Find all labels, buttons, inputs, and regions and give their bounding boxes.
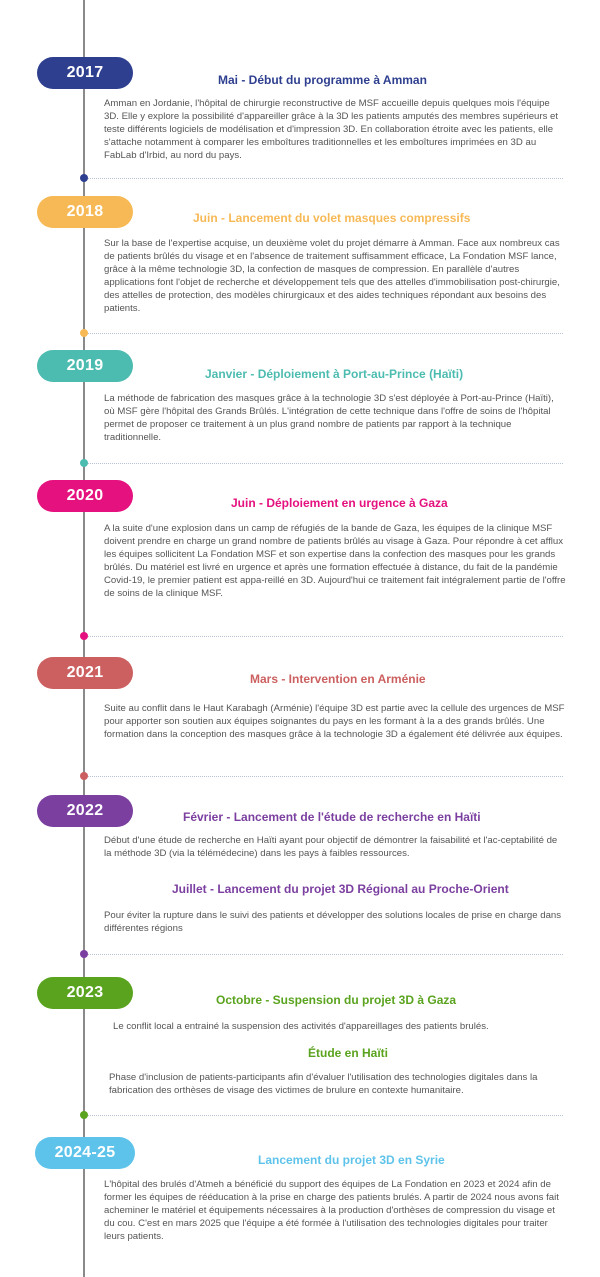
event-description: Phase d'inclusion de patients-participants afin d'évaluer l'utilisation des technologies digitales dans la fabrication des orthèses de visage des victimes de brulure en contexte humanitaire.: [109, 1072, 538, 1096]
year-badge: 2023: [37, 977, 133, 1009]
section-divider: [88, 636, 563, 637]
event-title: Mars - Intervention en Arménie: [250, 672, 426, 686]
event-description: Début d'une étude de recherche en Haïti ayant pour objectif de démontrer la faisabilité et l'ac-ceptabilité de la méthode 3D (via la télémédecine) dans les pays à faibles ressources.: [104, 835, 558, 859]
event-title: Lancement du projet 3D en Syrie: [258, 1153, 445, 1167]
year-badge: 2019: [37, 350, 133, 382]
timeline-dot: [80, 950, 88, 958]
timeline-dot: [80, 329, 88, 337]
timeline-dot: [80, 1111, 88, 1119]
event-title: Février - Lancement de l'étude de recherche en Haïti: [183, 810, 481, 824]
section-divider: [88, 178, 563, 179]
timeline-dot: [80, 772, 88, 780]
year-badge: 2021: [37, 657, 133, 689]
year-badge: 2024-25: [35, 1137, 135, 1169]
event-description: Suite au conflit dans le Haut Karabagh (Arménie) l'équipe 3D est partie avec la cellule des urgences de MSF pour apporter son soutien aux équipes soignantes du pays en les formant à la a des grands brûlés. Une formation dans la conception des masques grâce à la technologie 3D a également été délivrée aux équipes.: [104, 703, 565, 740]
timeline-dot: [80, 459, 88, 467]
section-divider: [88, 954, 563, 955]
section-divider: [88, 1115, 563, 1116]
event-title: Juillet - Lancement du projet 3D Régional au Proche-Orient: [172, 882, 509, 896]
year-badge: 2018: [37, 196, 133, 228]
event-description: A la suite d'une explosion dans un camp de réfugiés de la bande de Gaza, les équipes de la clinique MSF doivent prendre en charge un grand nombre de patients brûlés au visage à Gaza. Pour répondre à cet afflux les équipes sollicitent La Fondation MSF et son expertise dans la confection des masques pour les grands brûlés. Du matériel est livré en urgence et après une formation effectuée à distance, du fait de la pandémie Covid-19, le premier patient est appa-reillé en 3D. Aujourd'hui ce traitement fait intégralement partie de l'offre de soins de la clinique MSF.: [104, 523, 566, 599]
event-title: Octobre - Suspension du projet 3D à Gaza: [216, 993, 457, 1007]
year-badge: 2017: [37, 57, 133, 89]
event-title: Juin - Lancement du volet masques compressifs: [193, 211, 471, 225]
event-title: Mai - Début du programme à Amman: [218, 73, 427, 87]
event-title: Juin - Déploiement en urgence à Gaza: [231, 496, 448, 510]
year-badge: 2022: [37, 795, 133, 827]
section-divider: [88, 776, 563, 777]
timeline-dot: [80, 632, 88, 640]
event-description: Pour éviter la rupture dans le suivi des patients et développer des solutions locales de prise en charge dans différentes régions: [104, 910, 562, 934]
event-description: Amman en Jordanie, l'hôpital de chirurgie reconstructive de MSF accueille depuis quelques mois l'équipe 3D. Elle y explore la possibilité d'appareiller grâce à la 3D les patients amputés des membres supérieurs et teste différents logiciels de modélisation et d'impression 3D. En collaboration étroite avec les patients, elle s'attache notamment à comparer les emboîtures traditionnelles et les emboîtures imprimées en 3D au FabLab d'Irbid, au nord du pays.: [104, 98, 559, 161]
event-description: Le conflit local a entrainé la suspension des activités d'appareillages des patients brulés.: [113, 1021, 489, 1032]
section-divider: [88, 333, 563, 334]
event-description: La méthode de fabrication des masques grâce à la technologie 3D s'est déployée à Port-au-Prince (Haïti), où MSF gère l'hôpital des Grands Brûlés. L'intégration de cette technique dans l'offre de soins de l'hôpital permet de proposer ce traitement à un plus grand nombre de patients par rapport à la technique traditionnelle.: [104, 393, 554, 443]
event-description: L'hôpital des brulés d'Atmeh a bénéficié du support des équipes de La Fondation en 2023 et 2024 afin de former les équipes de rééducation à la prise en charge des patients brulés. A partir de 2024 nous avons fait acheminer le matériel et équipements nécessaires à la production d'orthèses de compression du visage et du cou. C'est en mars 2025 que l'équipe a été formée à l'utilisation des technologies digitales pour traiter leurs patients.: [104, 1179, 559, 1242]
year-badge: 2020: [37, 480, 133, 512]
event-description: Sur la base de l'expertise acquise, un deuxième volet du projet démarre à Amman. Face aux nombreux cas de patients brûlés du visage et en l'absence de traitement suffisamment efficace, La Fondation MSF lance, grâce à la même technologie 3D, la confection de masques de compression. En parallèle d'autres applications font l'objet de recherche et développement tels que des attelles d'immobilisation post-chirurgie, des attelles de protection, des modèles chirurgicaux et des aides techniques répondant aux besoins des patients.: [104, 238, 560, 314]
section-divider: [88, 463, 563, 464]
event-title: Janvier - Déploiement à Port-au-Prince (Haïti): [205, 367, 464, 381]
timeline-dot: [80, 174, 88, 182]
event-title: Étude en Haïti: [308, 1046, 389, 1060]
